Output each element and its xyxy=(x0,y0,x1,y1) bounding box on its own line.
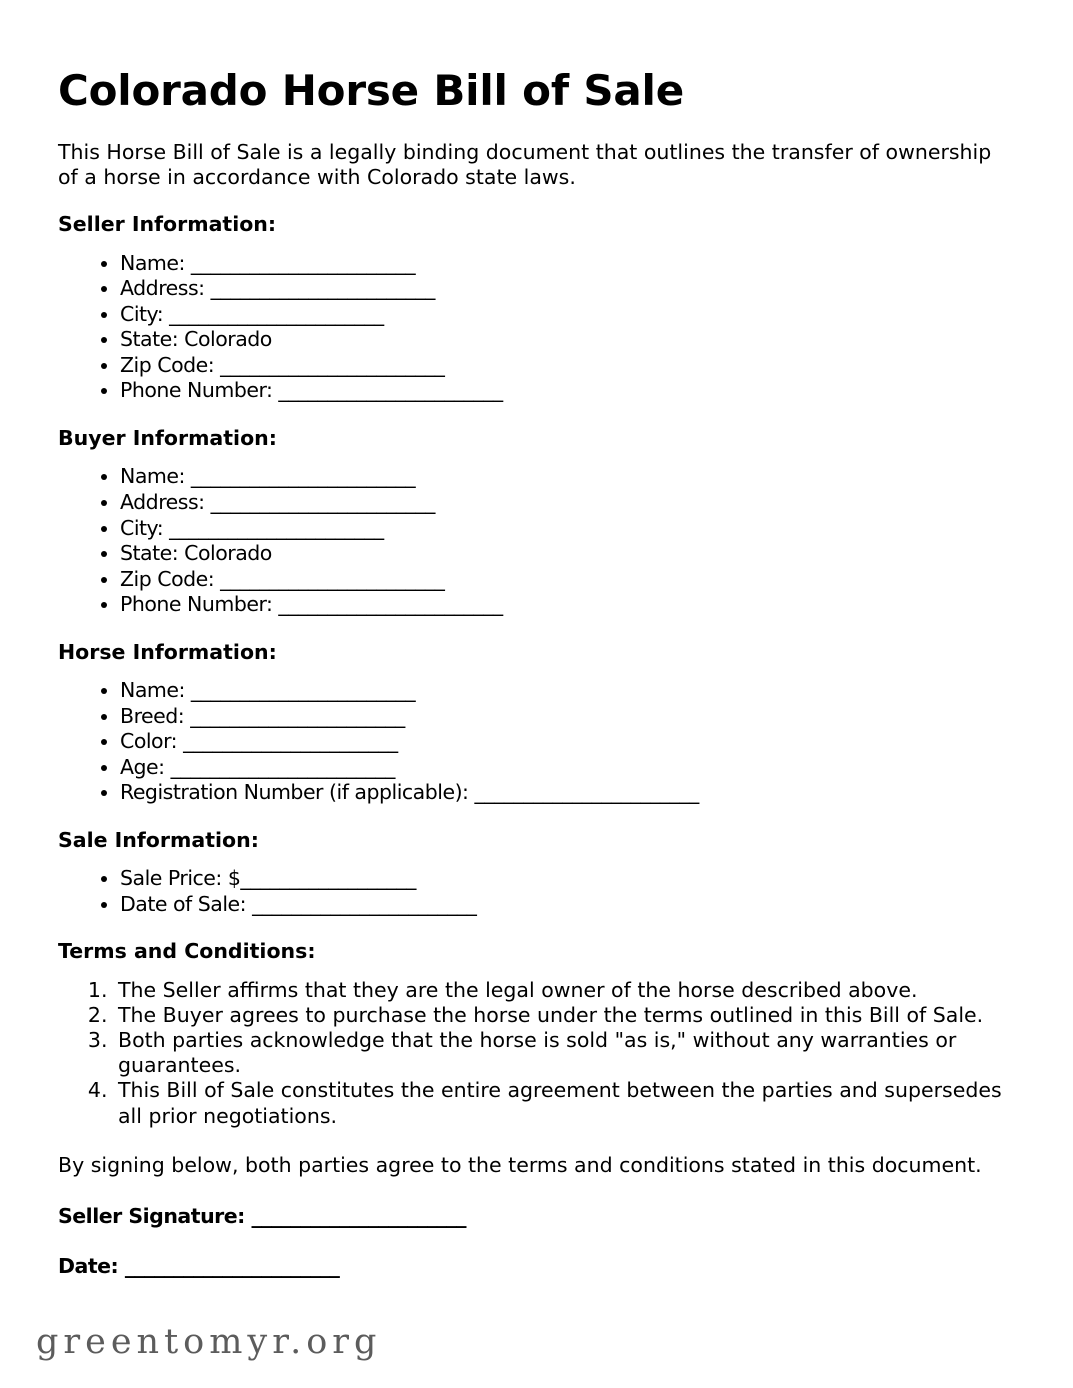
list-item: • Address: _______________________ xyxy=(120,490,1015,516)
list-item: 2. The Buyer agrees to purchase the horse under the terms outlined in this Bill of Sale. xyxy=(114,1003,1015,1028)
list-item: • Name: _______________________ xyxy=(120,678,1015,704)
list-item: • Zip Code: _______________________ xyxy=(120,353,1015,379)
list-item: • Date of Sale: _______________________ xyxy=(120,892,1015,918)
list-item: • Name: _______________________ xyxy=(120,464,1015,490)
horse-information-list xyxy=(58,678,1015,806)
list-item: • Color: ______________________ xyxy=(120,729,1015,755)
list-item: • Zip Code: _______________________ xyxy=(120,567,1015,593)
list-item: • Phone Number: _______________________ xyxy=(120,592,1015,618)
intro-paragraph: This Horse Bill of Sale is a legally binding document that outlines the transfer of ownership of a horse in accordance with Colorado state laws. xyxy=(58,140,992,190)
list-item: • Address: _______________________ xyxy=(120,276,1015,302)
terms-and-conditions-heading: Terms and Conditions: xyxy=(58,939,316,964)
closing-paragraph: By signing below, both parties agree to the terms and conditions stated in this document. xyxy=(58,1152,982,1177)
seller-signature-line: Seller Signature: ______________________ xyxy=(58,1203,467,1228)
buyer-information-list xyxy=(58,464,1015,617)
list-item: 4. This Bill of Sale constitutes the entire agreement between the parties and supersedes all prior negotiations. xyxy=(114,1078,1015,1128)
date-line: Date: ______________________ xyxy=(58,1254,340,1279)
terms-and-conditions-list xyxy=(58,978,1015,1129)
page-title: Colorado Horse Bill of Sale xyxy=(58,66,684,115)
list-item: • Registration Number (if applicable): _______________________ xyxy=(120,780,1015,806)
list-item: • City: ______________________ xyxy=(120,516,1015,542)
buyer-information-heading: Buyer Information: xyxy=(58,425,277,450)
list-item: 3. Both parties acknowledge that the horse is sold "as is," without any warranties or guarantees. xyxy=(114,1028,1015,1078)
list-item: • Name: _______________________ xyxy=(120,251,1015,277)
list-item: • State: Colorado xyxy=(120,327,1015,353)
sale-information-list xyxy=(58,866,1015,917)
list-item: • Breed: ______________________ xyxy=(120,704,1015,730)
list-item: • City: ______________________ xyxy=(120,302,1015,328)
list-item: • Sale Price: $__________________ xyxy=(120,866,1015,892)
list-item: • Phone Number: _______________________ xyxy=(120,378,1015,404)
seller-information-list xyxy=(58,251,1015,404)
site-watermark: greentomyr.org xyxy=(36,1322,382,1362)
sale-information-heading: Sale Information: xyxy=(58,827,259,852)
list-item: • State: Colorado xyxy=(120,541,1015,567)
horse-information-heading: Horse Information: xyxy=(58,639,277,664)
list-item: 1. The Seller affirms that they are the legal owner of the horse described above. xyxy=(114,978,1015,1003)
list-item: • Age: _______________________ xyxy=(120,755,1015,781)
seller-information-heading: Seller Information: xyxy=(58,212,277,237)
